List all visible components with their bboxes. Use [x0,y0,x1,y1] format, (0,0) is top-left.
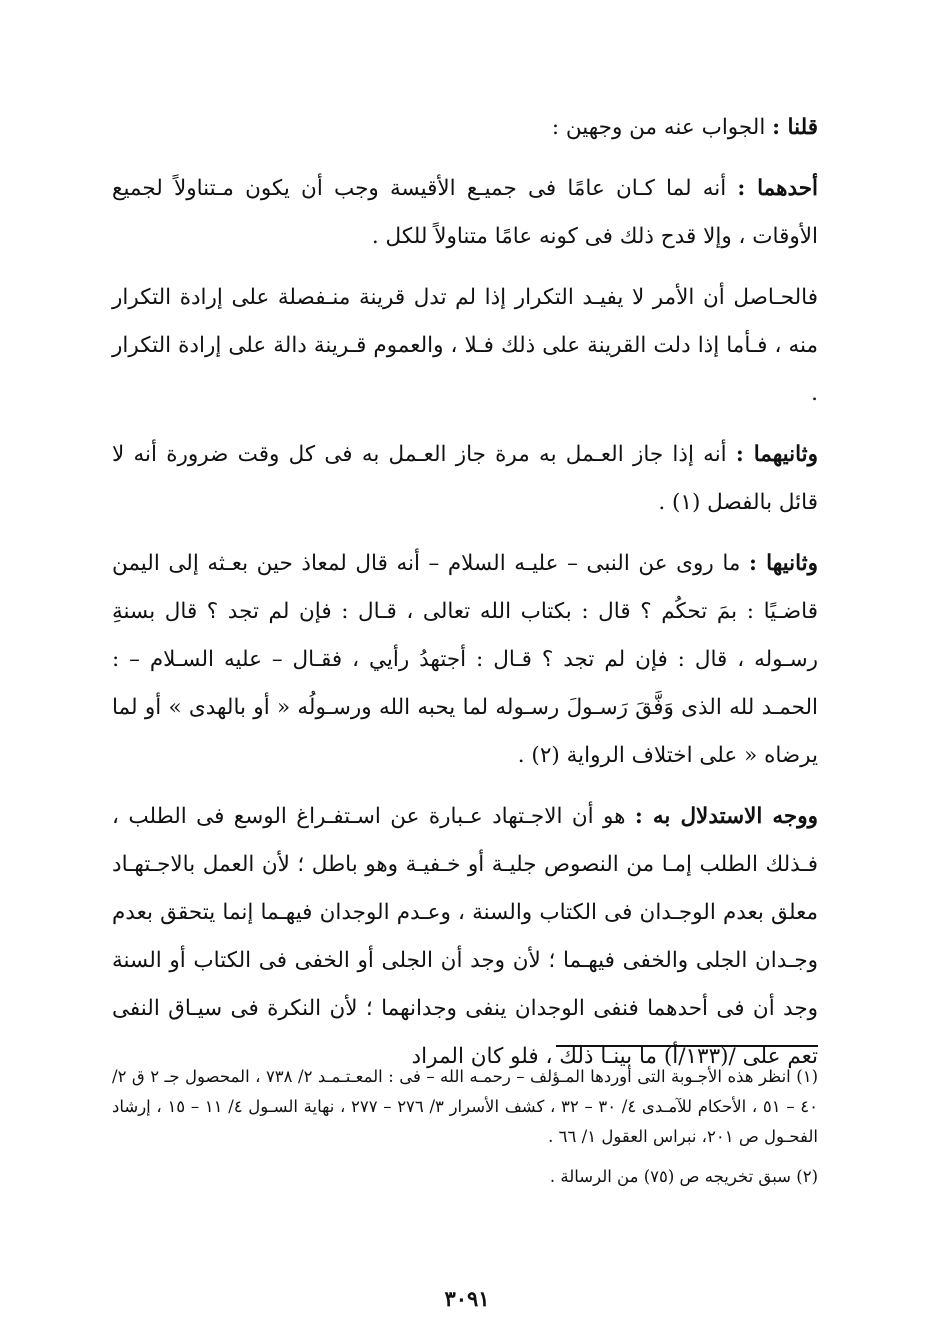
paragraph [112,104,818,152]
paragraph-text: أنه لما كـان عامًا فى جميـع الأقيسة وجب أن يكون مـتناولاً لجميع الأوقات ، وإلا قدح ذلك فى كونه عامًا متناولاً للكل . [112,176,818,249]
paragraph [112,165,818,261]
paragraph [112,793,818,1081]
paragraph-lead: وثانيهما : [735,442,819,467]
main-text [112,104,818,1094]
paragraph [112,540,818,780]
paragraph [112,274,818,418]
paragraph-lead: أحدهما : [737,176,818,201]
paragraph-text: هو أن الاجـتهاد عـبارة عن اسـتفـراغ الوسع فى الطلب ، فـذلك الطلب إمـا من النصوص جليـة أو خـفيـة وهو باطل ؛ لأن العمل بالاجـتهـاد معلق بعدم الوجـدان فى الكتاب والسنة ، وعـدم الوجدان فيهـما إنما يتحقق بعدم وجـدان الجلى والخفى فيهـما ؛ لأن وجد أن الجلى أو الخفى فى الكتاب أو السنة وجد أن فى أحدهما فنفى الوجدان ينفى وجدانهما ؛ لأن النكرة فى سيـاق النفى تعم على /(١٣٣/أ) ما بينـا ذلك ، فلو كان المراد [112,804,818,1069]
paragraph-text: فالحـاصل أن الأمر لا يفيـد التكرار إذا لم تدل قرينة منـفصلة على إرادة التكرار منه ، فـأما إذا دلت القرينة على ذلك فـلا ، والعموم قـرينة دالة على إرادة التكرار . [112,285,818,406]
paragraph-lead: قلنا : [772,115,818,140]
footnote: (٢) سبق تخريجه ص (٧٥) من الرسالة . [549,1167,818,1186]
footnotes [112,1062,818,1202]
paragraph [112,431,818,527]
paragraph-lead: ووجه الاستدلال به : [634,804,818,829]
paragraph-text: الجواب عنه من وجهين : [551,115,773,140]
paragraph-text: ما روى عن النبى – عليـه السلام – أنه قال لمعاذ حين بعـثه إلى اليمن قاضـيًا : بمَ تحكُم ؟ قال : بكتاب الله تعالى ، قـال : فإن لم تجد ؟ قال بسنةِ رسـوله ، قال : فإن لم تجد ؟ قـال : أجتهدُ رأيي ، فقـال – عليه السـلام – : الحمـد لله الذى وَفَّقَ رَسـولَ رسـوله لما يحبه الله ورسـولُه « أو بالهدى » أو لما يرضاه « على اختلاف الرواية (٢) . [112,551,818,768]
footnote-divider [556,1045,818,1047]
footnote: (١) انظر هذه الأجـوبة التى أوردها المـؤلف – رحمـه الله – فى : المعـتـمـد ٢/ ٧٣٨ ، المحصول جـ ٢ ق ٢/ ٤٠ – ٥١ ، الأحكام للآمـدى ٤/ ٣٠ – ٣٢ ، كشف الأسرار ٣/ ٢٧٦ – ٢٧٧ ، نهاية السـول ٤/ ١١ – ١٥ ، إرشاد الفحـول ص ٢٠١، نبراس العقول ١/ ٦٦ . [112,1067,818,1146]
page-number: ٣٠٩١ [444,1286,490,1311]
paragraph-lead: وثانيها : [748,551,818,576]
paragraph-text: أنه إذا جاز العـمل به مرة جاز العـمل به فى كل وقت ضرورة أنه لا قائل بالفصل (١) . [112,442,818,515]
